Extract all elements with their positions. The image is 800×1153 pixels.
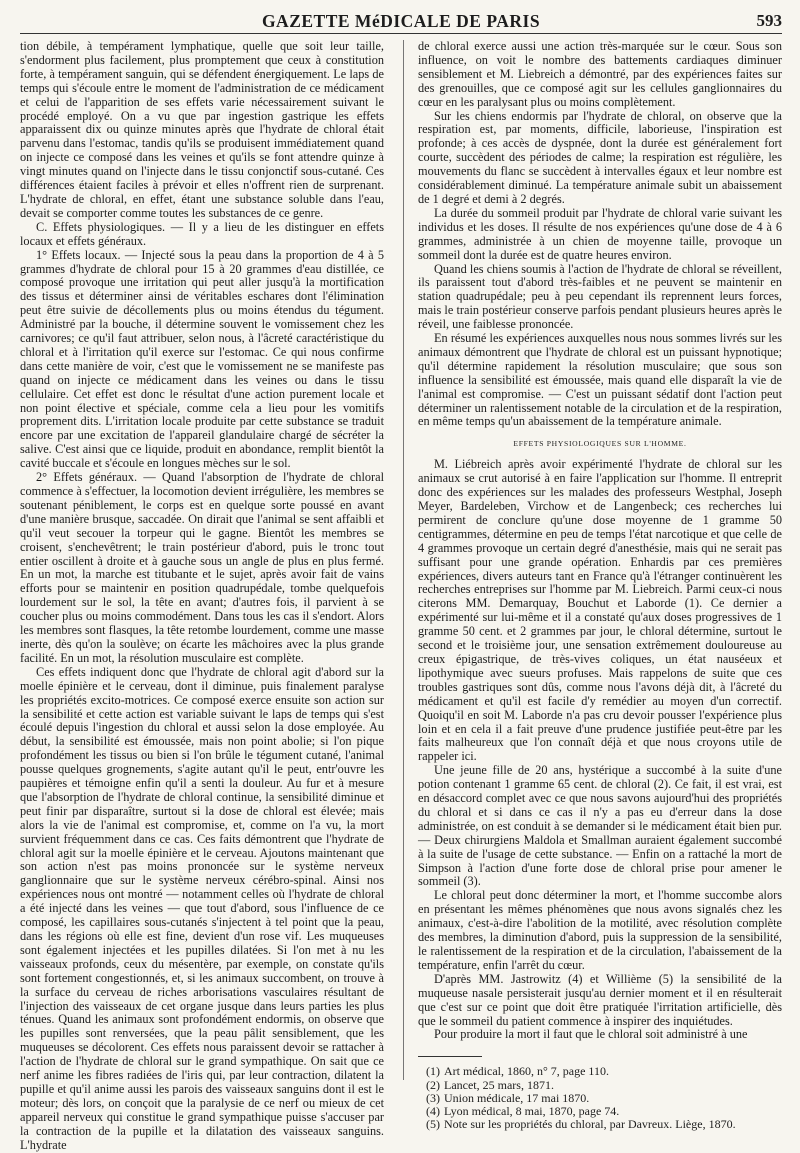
footnote-text: Note sur les propriétés du chloral, par Davreux. Liège, 1870. — [444, 1117, 736, 1132]
paragraph: tion débile, à tempérament lymphatique, quelle que soit leur taille, s'endorment plus facilement, plus promptement que ceux à constitution forte, à tempérament sanguin, qui se défendent énergiquement. Le laps de temps qui s'écoule entre le moment de l'administration de ce médicament et celui de l'apparition de ses effets varie nécessairement suivant le procédé employé. On a vu que par ingestion gastrique les effets apparaissent dix ou quinze minutes après que l'hydrate de chloral était parvenu dans l'estomac, tandis qu'ils se produisent immédiatement quand on injecte ce composé dans les veines et qu'ils se font attendre quinze à vingt minutes quand on l'injecte dans le tissu conjonctif sous-cutané. Ces différences étaient faciles à prévoir et elles n'offrent rien de surprenant. L'hydrate de chloral, en effet, étant une substance soluble dans l'eau, devait se comporter comme toutes les substances de ce genre. — [20, 39, 384, 220]
left-column — [20, 40, 384, 1153]
footnotes-divider — [418, 1056, 482, 1057]
journal-title: GAZETTE MéDICALE DE PARIS — [261, 11, 541, 31]
footnote — [426, 1118, 782, 1131]
paragraph: Une jeune fille de 20 ans, hystérique a succombé à la suite d'une potion contenant 1 gramme 65 cent. de chloral (2). Ce fait, il est vrai, est en désaccord complet avec ce que nous savons aujourd'hui des propriétés du chloral et si dans ce cas il n'y a pas eu d'erreur dans la dose administrée, on est conduit à se demander si le médicament était bien pur. — Deux chirurgiens Maldola et Smallman auraient également succombé à la suite de l'usage de cette substance. — Enfin on a rattaché la mort de Simpson à l'action d'une forte dose de chloral prise pour amener le sommeil (3). — [418, 763, 782, 889]
paragraph: Pour produire la mort il faut que le chloral soit administré à une — [434, 1027, 748, 1042]
paragraph: Ces effets indiquent donc que l'hydrate de chloral agit d'abord sur la moelle épinière et le cerveau, dont il diminue, puis finalement paralyse les propriétés excito-motrices. Ce composé exerce ensuite son action sur la sensibilité et cette action est variable suivant le laps de temps qui s'est écoulé depuis l'ingestion du chloral et aussi selon la dose employée. Au début, la sensibilité est émoussée, mais non point abolie; si l'on pique profondément les tissus ou bien si l'on brûle le tégument cutané, l'animal pousse quelques grognements, s'agite autant qu'il le peut, entr'ouvre les paupières et témoigne enfin qu'il a senti la douleur. Au fur et à mesure que l'absorption de l'hydrate de chloral continue, la sensibilité diminue et peut finir par disparaître, surtout si la dose de chloral est élevée; mais alors la vie de l'animal est compromise, et, comme on l'a vu, la mort survient fréquemment dans ce cas. Ces faits démontrent que l'hydrate de chloral agit sur la moelle épinière et le cerveau. Ajoutons maintenant que son action n'est pas moins prononcée sur le système nerveux ganglionnaire que sur le système nerveux cérébro-spinal. Ainsi nos expériences nous ont montré — notamment celles où l'hydrate de chloral a été injecté dans les veines — que tout d'abord, sous l'influence de ce composé, les capillaires sous-cutanés s'injectent à tel point que la peau, dans les régions où elle est fine, devient d'un rose vif. Les muqueuses sont également injectées et les pupilles dilatées. Si l'on met à nu les vaisseaux profonds, ceux du mésentère, par exemple, on constate qu'ils sont fortement congestionnés, et, si les animaux succombent, on trouve à la surface du cerveau de riches arborisations vasculaires résultant de l'injection des vaisseaux de cet organe jusque dans leurs parties les plus ténues. Quand les animaux sont profondément endormis, on observe que les pupilles sont renversées, que la peau pâlit sensiblement, que les muqueuses se décolorent. Ces effets nous paraissent devoir se rattacher à l'action de l'hydrate de chloral sur le grand sympathique. On sait que ce nerf anime les fibres radiées de l'iris qui, par leur contraction, dilatent la pupille et qu'il anime aussi les parois des vaisseaux sanguins dont il est le moteur; dès lors, on conçoit que la paralysie de ce nerf ou mieux de cet appareil nerveux qui constitue le grand sympathique puisse s'accuser par la contraction de la pupille et la dilatation des vaisseaux sanguins. L'hydrate — [20, 664, 384, 1152]
paragraph: C. Effets physiologiques. — Il y a lieu de les distinguer en effets locaux et effets généraux. — [20, 219, 384, 248]
footnote-number: (2) — [426, 1077, 440, 1092]
footnotes — [418, 1065, 782, 1131]
right-column — [418, 40, 782, 1131]
paragraph: Quand les chiens soumis à l'action de l'hydrate de chloral se réveillent, ils paraissent tout d'abord très-faibles et ne peuvent se maintenir en station quadrupédale; peu à peu cependant ils reprennent leurs forces, mais le train postérieur conserve parfois pendant plusieurs heures après le réveil, une faiblesse prononcée. — [418, 261, 782, 332]
paragraph: M. Liébreich après avoir expérimenté l'hydrate de chloral sur les animaux se crut autorisé à en faire l'application sur l'homme. Il entreprit donc des expériences sur les malades des professeurs Westphal, Joseph Meyer, Bardeleben, Virchow et de Langenbeck; ces recherches lui permirent de conclure qu'une dose moyenne de 1 gramme 50 centigrammes, détermine en peu de temps l'état narcotique et que celle de 4 grammes provoque un certain degré d'anesthésie, mais qui ne serait pas suffisant pour une grande opération. Enhardis par ces premières expériences, divers auteurs tant en France qu'à l'étranger continuèrent les recherches entreprises sur l'homme par M. Liebreich. Parmi ceux-ci nous citerons MM. Demarquay, Bouchut et Laborde (1). Ce dernier a expérimenté sur lui-même et il a constaté qu'aux doses progressives de 1 gramme 50 cent. et 2 grammes par jour, le chloral détermine, surtout le second et le troisième jour, une sensation extrêmement douloureuse au creux épigastrique, de très-vives coliques, un état nauséeux et lipothymique avec sueurs profuses. Mais rappelons de suite que ces troubles gastriques sont dûs, comme nous l'avons déjà dit, à l'âcreté du médicament et qu'il est facile d'y remédier au moyen d'un correctif. Quoiqu'il en soit M. Laborde n'a pas cru devoir pousser l'expérience plus loin et en cela il a fait preuve d'une prudence justifiée peut-être par les faits malheureux que l'on connaît déjà et que nous croyons utile de rappeler ici. — [418, 457, 782, 764]
page-header — [20, 9, 782, 34]
footnote-text: Lyon médical, 8 mai, 1870, page 74. — [444, 1103, 620, 1118]
paragraph: En résumé les expériences auxquelles nous nous sommes livrés sur les animaux démontrent que l'hydrate de chloral est un puissant hypnotique; qu'il détermine rapidement la résolution musculaire; que sous son influence la sensibilité est émoussée, mais quand elle disparaît la vie de l'animal est compromise. — C'est un puissant sédatif dont l'action peut déterminer un ralentissement notable de la circulation et de la respiration, en même temps qu'un abaissement de la température animale. — [418, 331, 782, 429]
page-number: 593 — [756, 11, 782, 30]
paragraph: La durée du sommeil produit par l'hydrate de chloral varie suivant les individus et les doses. Il résulte de nos expériences qu'une dose de 4 à 6 grammes, administrée à un chien de moyenne taille, provoque un sommeil dont la durée est de quatre heures environ. — [418, 205, 782, 262]
paragraph: 1° Effets locaux. — Injecté sous la peau dans la proportion de 4 à 5 grammes d'hydrate de chloral pour 15 à 20 grammes d'eau distillée, ce composé provoque une irritation qui peut aller jusqu'à la mortification des tissus et déterminer ainsi de véritables eschares dont l'élimination peut être suivie de décollements plus ou moins étendus du tégument. Administré par la bouche, il détermine souvent le vomissement chez les carnivores; ce qu'il faut attribuer, selon nous, à l'âcreté caractéristique du chloral et à l'irritation qu'il exerce sur l'estomac. Ce qui nous confirme dans cette manière de voir, c'est que le vomissement ne se manifeste pas quand on injecte ce médicament dans les veines ou dans le tissu cellulaire. Cet effet est donc le résultat d'une action purement locale et non point élective et spéciale, comme cela a lieu pour les vomitifs proprement dits. L'irritation locale produite par cette substance se traduit encore par une excitation de l'appareil glandulaire chargé de sécréter la salive. C'est ainsi que ce liquide, produit en abondance, remplit bientôt la cavité buccale et s'écoule en longues mèches sur le sol. — [20, 247, 384, 471]
footnote-text: Lancet, 25 mars, 1871. — [444, 1077, 554, 1092]
paragraph: Sur les chiens endormis par l'hydrate de chloral, on observe que la respiration est, par moments, difficile, laborieuse, l'inspiration est profonde; à ces accès de dyspnée, dont la durée est généralement fort courte, succèdent des périodes de calme; la respiration est régulière, les mouvements du flanc se succèdent à intervalles égaux et leur nombre est considérablement diminué. La température animale subit un abaissement de 1 degré et demi à 2 degrés. — [418, 108, 782, 206]
footnote-text: Union médicale, 17 mai 1870. — [444, 1090, 590, 1105]
footnote-number: (5) — [426, 1117, 440, 1132]
paragraph: 2° Effets généraux. — Quand l'absorption de l'hydrate de chloral commence à s'effectuer, la locomotion devient irrégulière, les membres se soutenant péniblement, le corps est en quelque sorte poussé en avant d'une manière brusque, saccadée. On dirait que l'animal se sent affaibli et qu'il veut secouer la torpeur qui le gagne. Bientôt les membres se croisent, s'enchevêtrent; le train postérieur d'abord, puis le tronc tout entier oscillent à droite et à gauche sous un angle de plus en plus fermé. En un mot, la marche est titubante et le sujet, après avoir fait de vains efforts pour se maintenir en position quadrupédale, tombe quelquefois lourdement sur le sol, la tête en avant; d'autres fois, il parvient à se coucher plus ou moins commodément. Dans tous les cas il s'endort. Alors les membres sont flasques, la tête retombe lourdement, comme une masse inerte, dès qu'on la soulève; on écarte les mâchoires avec la plus grande facilité. En un mot, la résolution musculaire est complète. — [20, 470, 384, 665]
footnote-text: Art médical, 1860, n° 7, page 110. — [444, 1064, 609, 1079]
footnote-number: (3) — [426, 1090, 440, 1105]
paragraph: Le chloral peut donc déterminer la mort, et l'homme succombe alors en présentant les mêmes phénomènes que nous avons signalés chez les animaux, c'est-à-dire l'abolition de la motilité, avec résolution complète des membres, la diminution d'abord, puis la suppression de la sensibilité, le ralentissement de la respiration et de la circulation, l'abaissement de la température, enfin l'arrêt du cœur. — [418, 888, 782, 972]
paragraph: de chloral exerce aussi une action très-marquée sur le cœur. Sous son influence, on voit le nombre des battements cardiaques diminuer sensiblement et M. Liebreich a démontré, par des expériences faites sur des grenouilles, que ce composé agit sur les cellules ganglionnaires du cœur en les paralysant plus ou moins complètement. — [418, 39, 782, 109]
footnote-number: (1) — [426, 1064, 440, 1079]
paragraph: D'après MM. Jastrowitz (4) et Willième (5) la sensibilité de la muqueuse nasale persisterait jusqu'au dernier moment et il en résulterait que c'est sur ce point que doit être pratiquée l'irritation artificielle, dès que le sommeil du patient commence à inspirer des inquiétudes. — [418, 971, 782, 1028]
footnote-number: (4) — [426, 1103, 440, 1118]
section-heading: EFFETS PHYSIOLOGIQUES SUR L'HOMME. — [513, 439, 687, 449]
column-divider — [403, 40, 404, 1080]
